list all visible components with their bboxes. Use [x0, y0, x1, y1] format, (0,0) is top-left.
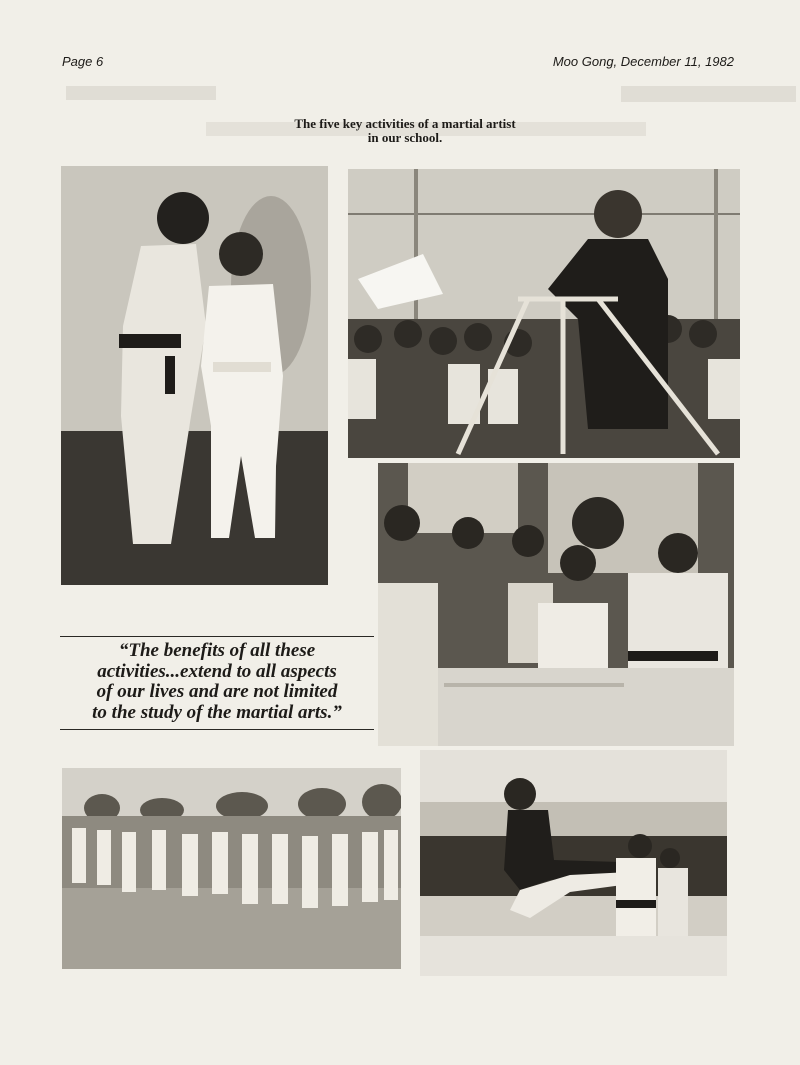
- quote-line-2: activities...extend to all aspects: [97, 660, 337, 682]
- photo-board-breaking: [348, 169, 740, 458]
- publication-line: Moo Gong, December 11, 1982: [552, 54, 734, 69]
- photo-outdoor-training: [62, 768, 401, 969]
- quote-line-1: “The benefits of all these: [118, 640, 316, 661]
- caption-line-1: The five key activities of a martial artist: [294, 116, 516, 131]
- caption-line-2: in our school.: [367, 130, 443, 145]
- photo-belt-ceremony: [378, 463, 734, 746]
- photo-jump-kick: [420, 750, 727, 976]
- quote-line-3: of our lives and are not limited: [96, 681, 338, 702]
- photo-sparring-students: [61, 166, 328, 585]
- page-number: Page 6: [62, 54, 104, 69]
- photo-caption: [240, 117, 570, 145]
- pull-quote: [60, 636, 374, 730]
- quote-line-4: to the study of the martial arts.”: [92, 701, 342, 723]
